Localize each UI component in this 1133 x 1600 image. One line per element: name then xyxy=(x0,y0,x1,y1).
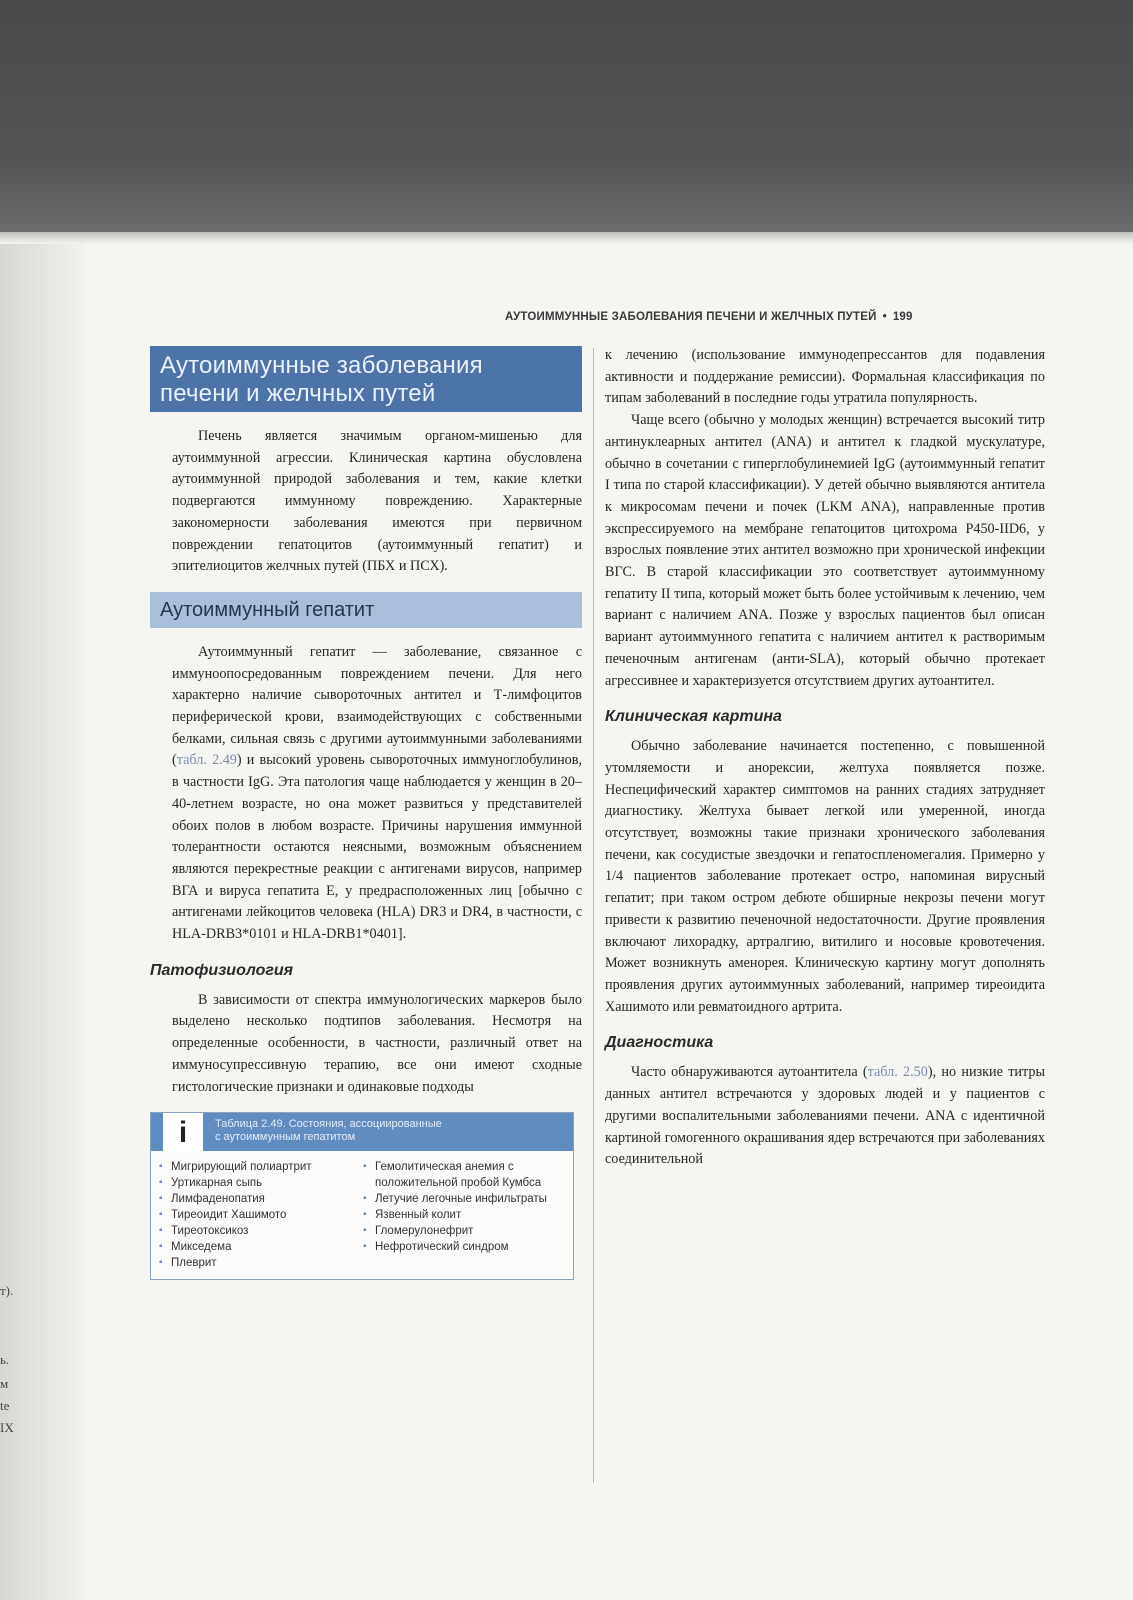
running-header-bullet: • xyxy=(882,311,887,323)
clinical-heading: Клиническая картина xyxy=(605,708,782,726)
column-divider xyxy=(593,348,594,1483)
pathophysiology-heading: Патофизиология xyxy=(150,961,294,979)
list-item: ▪ Гемолитическая анемия с положительной пробой Кумбса xyxy=(363,1159,567,1191)
table-title-line-2: с аутоиммунным гепатитом xyxy=(215,1131,356,1144)
list-item: ▪ Гломерулонефрит xyxy=(363,1223,567,1239)
info-icon: i xyxy=(163,1113,203,1151)
scan-shadow xyxy=(0,0,1133,232)
table-reference-link[interactable]: табл. 2.49 xyxy=(176,752,237,769)
list-item: ▪ Плеврит xyxy=(159,1255,363,1271)
aih-text-a: Аутоиммунный гепатит — заболевание, связанное с иммуноопосредованным повреждением печени. Для него характерно наличие сывороточных антител и Т-лимфоцитов периферической крови, взаимодействующих с собственными белками, сильная связь с другими аутоиммунными заболеваниями ( xyxy=(172,643,582,769)
page-edge xyxy=(0,232,1133,244)
margin-fragment: IX xyxy=(0,1420,14,1435)
list-item: ▪ Лимфаденопатия xyxy=(159,1191,363,1207)
margin-fragment: te xyxy=(0,1398,10,1413)
diagnostics-heading: Диагностика xyxy=(605,1034,714,1052)
ana-paragraph: Чаще всего (обычно у молодых женщин) встречается высокий титр антинуклеарных антител (ANA) и антител к гладкой мускулатуре, обычно в сочетании с гиперглобулинемией IgG (аутоиммунный гепатит I типа по старой классификации). У детей обычно выявляются антитела к микросомам печени и почек (LKM ANA), направленные против экспрессируемого на мембране гепатоцитов цитохрома P450-IID6, у взрослых появление этих антител возможно при хронической инфекции ВГС. В старой классификации это соответствует аутоиммунному гепатиту II типа, который может быть более устойчивым к лечению, чем вариант с наличием ANA. Позже у взрослых пациентов был описан вариант аутоиммунного гепатита с наличием антител к растворимым печеночным антигенам (анти-SLA), который обычно протекает агрессивнее и характеризуется отсутствием других аутоантител. xyxy=(605,412,1045,689)
table-title xyxy=(215,1113,442,1151)
intro-paragraph: Печень является значимым органом-мишенью для аутоиммунной агрессии. Клиническая картина обусловлена аутоиммунной природой заболевания и тем, какие клетки подвергаются иммунному повреждению. Характерные закономерности заболевания имеются при первичном повреждении гепатоцитов (аутоиммунный гепатит) и эпителиоцитов желчных путей (ПБХ и ПСХ). xyxy=(172,428,582,575)
chapter-title xyxy=(150,346,582,412)
list-item: ▪ Мигрирующий полиартрит xyxy=(159,1159,363,1175)
list-item: ▪ Нефротический синдром xyxy=(363,1239,567,1255)
diag-text-a: Часто обнаруживаются аутоантитела ( xyxy=(631,1064,868,1081)
diag-text-b: ), но низкие титры данных антител встречаются у здоровых людей и у пациентов с другими воспалительными заболеваниями печени. ANA с идентичной картиной гомогенного окрашивания ядер встречаются при заболеваниях соединительной xyxy=(605,1064,1045,1168)
running-header xyxy=(505,311,1055,323)
table-title-line-1: Таблица 2.49. Состояния, ассоциированные xyxy=(215,1118,442,1131)
continuation-paragraph: к лечению (использование иммунодепрессантов для подавления активности и поддержание ремиссии). Формальная классификация по типам заболеваний в последние годы утратила популярность. xyxy=(605,347,1045,407)
chapter-title-line-1: Аутоиммунные заболевания xyxy=(160,352,483,379)
table-header xyxy=(151,1113,573,1151)
running-header-title: АУТОИММУННЫЕ ЗАБОЛЕВАНИЯ ПЕЧЕНИ И ЖЕЛЧНЫХ ПУТЕЙ xyxy=(505,311,877,323)
table-2-49 xyxy=(150,1112,574,1280)
margin-fragment: ь. xyxy=(0,1352,10,1367)
aih-paragraph xyxy=(150,642,582,946)
pathophysiology-paragraph: В зависимости от спектра иммунологических маркеров было выделено несколько подтипов заболевания. Несмотря на определенные особенности, в частности, различный ответ на иммуносупрессивную терапию, все они имеют сходные гистологические признаки и одинаковые подходы xyxy=(172,991,582,1095)
margin-fragment: т). xyxy=(0,1283,14,1298)
table-list-right xyxy=(363,1159,567,1271)
margin-fragment: м xyxy=(0,1376,9,1391)
table-body xyxy=(151,1151,573,1279)
right-column xyxy=(605,345,1045,1171)
table-reference-link[interactable]: табл. 2.50 xyxy=(867,1064,928,1081)
aih-text-b: ) и высокий уровень сывороточных иммуноглобулинов, в частности IgG. Эта патология чаще наблюдается у женщин в 20–40-летнем возрасте, но она может развиться у представителей обоих полов в любом возрасте. Причины нарушения иммунной толерантности остаются неясными, возможным объяснением являются перекрестные реакции с антигенами вирусов, например ВГА и вируса гепатита Е, у предрасположенных лиц [обычно с антигенами лейкоцитов человека (HLA) DR3 и DR4, в частности, с HLA-DRB3*0101 и HLA-DRB1*0401]. xyxy=(172,752,582,943)
page-number: 199 xyxy=(892,311,913,323)
table-list-left xyxy=(159,1159,363,1271)
diagnostics-paragraph xyxy=(605,1062,1045,1171)
left-column xyxy=(150,346,582,1280)
list-item: ▪ Уртикарная сыпь xyxy=(159,1175,363,1191)
section-title: Аутоиммунный гепатит xyxy=(150,592,582,628)
list-item: ▪ Тиреоидит Хашимото xyxy=(159,1207,363,1223)
clinical-paragraph: Обычно заболевание начинается постепенно, с повышенной утомляемости и анорексии, желтуха появляется позже. Неспецифический характер симптомов на ранних стадиях затрудняет диагностику. Желтуха бывает легкой или умеренной, иногда отсутствует, возможны такие признаки хронического заболевания печени, как сосудистые звездочки и гепатоспленомегалия. Примерно у 1/4 пациентов заболевание протекает остро, напоминая вирусный гепатит; при таком остром дебюте обширные некрозы печени могут привести к развитию печеночной недостаточности. Другие проявления включают лихорадку, артралгию, витилиго и носовые кровотечения. Может возникнуть аменорея. Клиническую картину могут дополнять проявления других аутоиммунных заболеваний, например тиреоидита Хашимото или ревматоидного артрита. xyxy=(605,738,1045,1015)
list-item: ▪ Микседема xyxy=(159,1239,363,1255)
list-item: ▪ Тиреотоксикоз xyxy=(159,1223,363,1239)
list-item: ▪ Язвенный колит xyxy=(363,1207,567,1223)
chapter-title-line-2: печени и желчных путей xyxy=(160,380,436,407)
list-item: ▪ Летучие легочные инфильтраты xyxy=(363,1191,567,1207)
